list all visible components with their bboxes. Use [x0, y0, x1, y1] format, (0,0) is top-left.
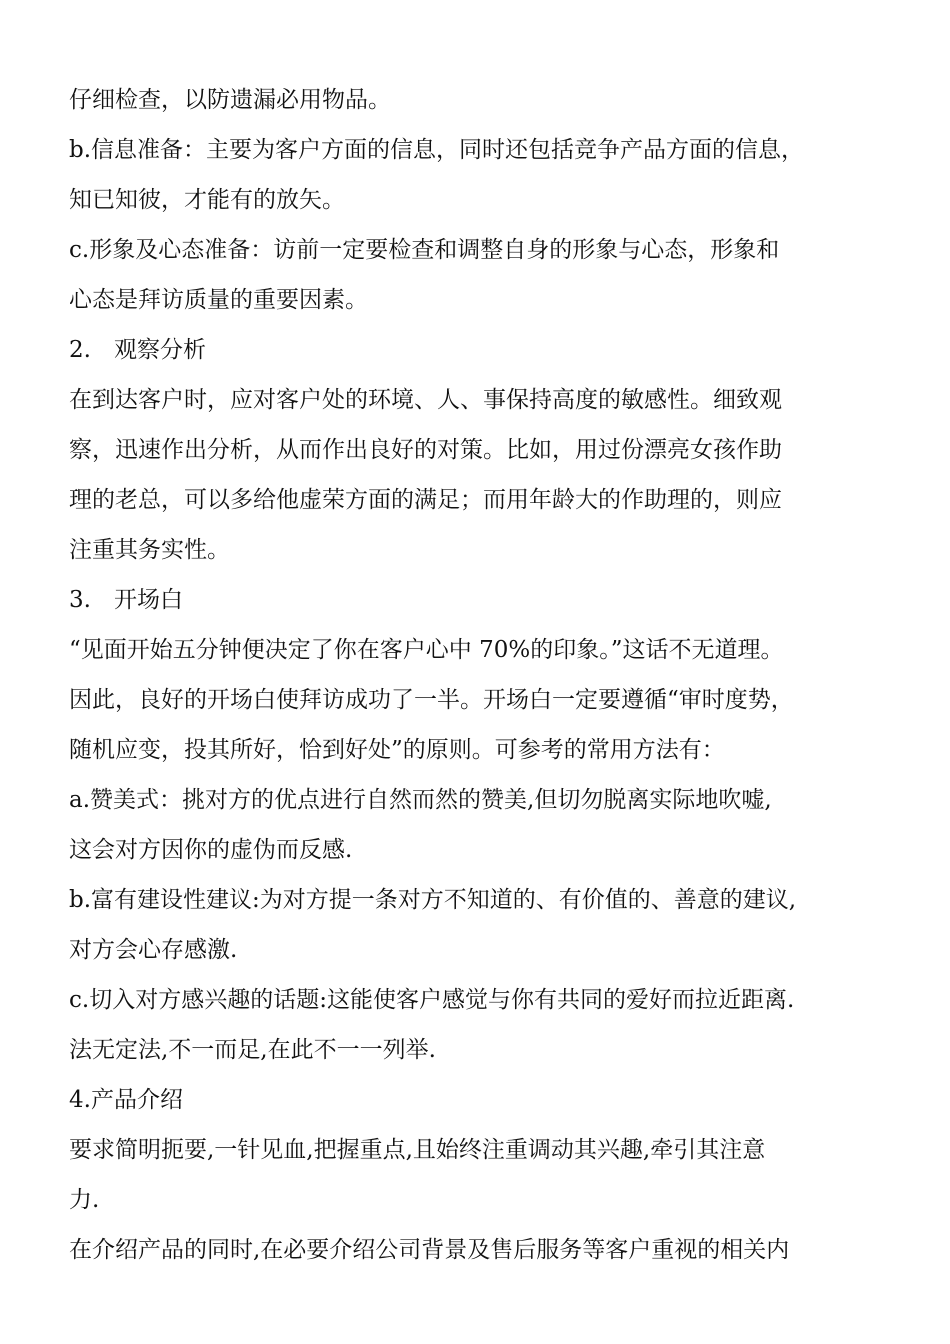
section-heading: 3. 开场白 — [69, 587, 183, 613]
text-line: c.切入对方感兴趣的话题:这能使客户感觉与你有共同的爱好而拉近距离. — [69, 987, 795, 1013]
text-line: “见面开始五分钟便决定了你在客户心中 70%的印象。”这话不无道理。 — [69, 637, 784, 663]
text-line: 在介绍产品的同时,在必要介绍公司背景及售后服务等客户重视的相关内 — [69, 1237, 790, 1263]
section-heading: 4.产品介绍 — [69, 1087, 183, 1113]
text-line: 对方会心存感激. — [69, 937, 238, 963]
text-line: 知已知彼，才能有的放矢。 — [69, 187, 345, 213]
text-line: 理的老总，可以多给他虚荣方面的满足；而用年龄大的作助理的，则应 — [69, 487, 782, 513]
text-line: 力. — [69, 1187, 100, 1213]
text-line: 这会对方因你的虚伪而反感. — [69, 837, 353, 863]
text-line: 在到达客户时，应对客户处的环境、人、事保持高度的敏感性。细致观 — [69, 387, 782, 413]
text-line: b.富有建设性建议:为对方提一条对方不知道的、有价值的、善意的建议, — [69, 887, 797, 913]
text-line: 注重其务实性。 — [69, 537, 230, 563]
text-line: 随机应变，投其所好，恰到好处”的原则。可参考的常用方法有： — [69, 737, 725, 763]
text-line: 察，迅速作出分析，从而作出良好的对策。比如，用过份漂亮女孩作助 — [69, 437, 782, 463]
text-line: 因此，良好的开场白使拜访成功了一半。开场白一定要遵循“审时度势， — [69, 687, 794, 713]
section-heading: 2. 观察分析 — [69, 337, 206, 363]
text-line: 要求简明扼要,一针见血,把握重点,且始终注重调动其兴趣,牵引其注意 — [69, 1137, 766, 1163]
text-line: 心态是拜访质量的重要因素。 — [69, 287, 368, 313]
text-line: 法无定法,不一而足,在此不一一列举. — [69, 1037, 436, 1063]
text-line: a.赞美式：挑对方的优点进行自然而然的赞美,但切勿脱离实际地吹嘘, — [69, 787, 772, 813]
text-line: c.形象及心态准备：访前一定要检查和调整自身的形象与心态，形象和 — [69, 237, 780, 263]
text-line: 仔细检查，以防遗漏必用物品。 — [69, 87, 391, 113]
text-line: b.信息准备：主要为客户方面的信息，同时还包括竞争产品方面的信息， — [69, 137, 805, 163]
